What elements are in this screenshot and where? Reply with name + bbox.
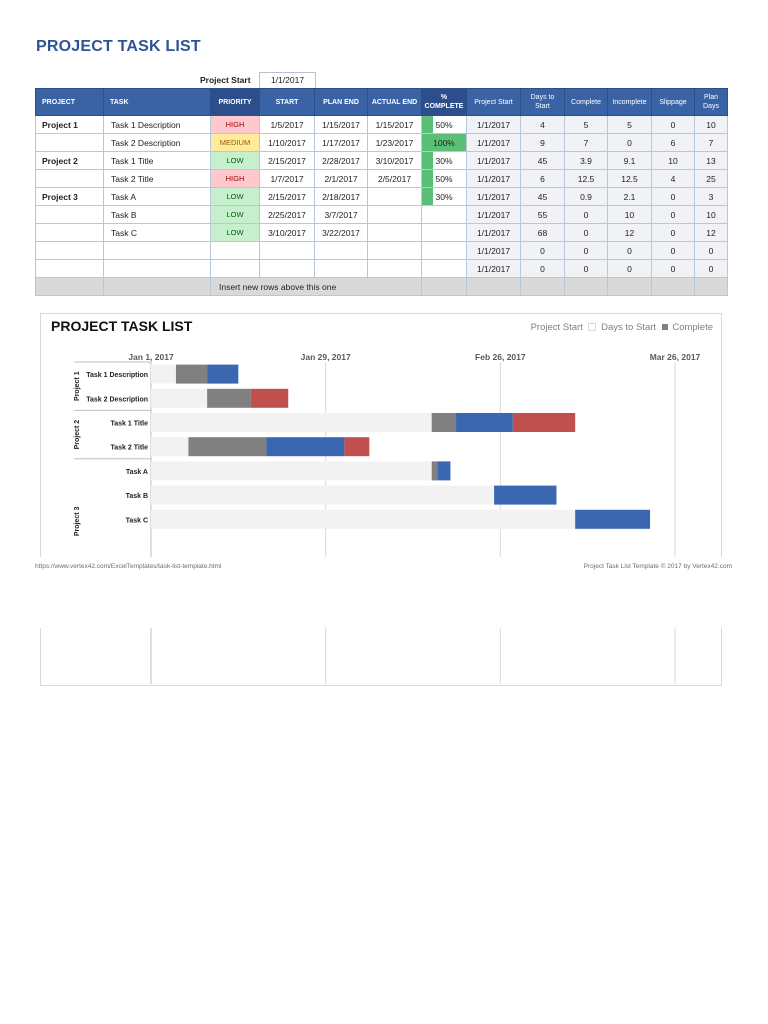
cell-priority[interactable]: LOW [211,152,260,170]
cell-incomplete: 10 [608,206,652,224]
cell-start[interactable]: 2/15/2017 [260,188,315,206]
insert-row-cell [565,278,608,296]
insert-row-cell [104,278,211,296]
cell-pct[interactable] [422,116,467,134]
task-label: Task 2 Description [86,396,148,404]
cell-pct[interactable] [422,206,467,224]
bar-days-to-start [151,389,207,408]
cell-incomplete: 0 [608,260,652,278]
table-row [36,206,728,224]
cell-incomplete: 2.1 [608,188,652,206]
cell-project-start: 1/1/2017 [467,242,521,260]
cell-plan-days: 3 [695,188,728,206]
pct-progress-bar [422,188,433,205]
bar-complete [432,413,456,432]
cell-start[interactable] [260,260,315,278]
cell-start[interactable]: 1/5/2017 [260,116,315,134]
cell-complete: 12.5 [565,170,608,188]
cell-days-to-start: 0 [521,242,565,260]
legend-project-start: Project Start [530,322,583,333]
task-label: Task 1 Title [110,420,148,428]
insert-row-cell [521,278,565,296]
cell-task[interactable]: Task 2 Description [104,134,211,152]
cell-plan-days: 0 [695,242,728,260]
cell-slippage: 10 [652,152,695,170]
col-header-plan-end: PLAN END [315,89,368,116]
cell-plan-end[interactable] [315,260,368,278]
cell-slippage: 0 [652,206,695,224]
col-header-pct-complete: % COMPLETE [422,89,467,116]
col-header-priority: PRIORITY [211,89,260,116]
cell-project-start: 1/1/2017 [467,260,521,278]
col-header-project-start: Project Start [467,89,521,116]
pct-value: 50% [435,119,453,130]
cell-actual-end[interactable] [368,206,422,224]
cell-project[interactable] [36,242,104,260]
cell-start[interactable]: 3/10/2017 [260,224,315,242]
x-tick-label: Jan 1, 2017 [128,352,174,362]
gantt-plot [41,314,721,685]
cell-project-start: 1/1/2017 [467,188,521,206]
bar-complete [207,389,251,408]
task-label: Task A [125,468,148,476]
cell-plan-days: 10 [695,116,728,134]
pct-value: 50% [435,173,453,184]
pct-progress-bar [422,116,433,133]
bar-slippage [513,413,575,432]
cell-days-to-start: 6 [521,170,565,188]
bar-slippage [344,437,369,456]
cell-complete: 3.9 [565,152,608,170]
cell-plan-days: 7 [695,134,728,152]
col-header-actual-end: ACTUAL END [368,89,422,116]
cell-plan-end[interactable]: 3/7/2017 [315,206,368,224]
cell-pct[interactable] [422,134,467,152]
cell-incomplete: 9.1 [608,152,652,170]
cell-plan-end[interactable] [315,242,368,260]
cell-pct[interactable] [422,152,467,170]
cell-project[interactable] [36,260,104,278]
insert-row-note [36,278,728,296]
legend-complete: Complete [672,322,713,333]
bar-days-to-start [151,461,432,480]
cell-slippage: 6 [652,134,695,152]
col-header-complete: Complete [565,89,608,116]
task-label: Task B [125,493,148,501]
cell-complete: 5 [565,116,608,134]
cell-priority[interactable] [211,260,260,278]
cell-pct[interactable] [422,242,467,260]
cell-days-to-start: 9 [521,134,565,152]
cell-slippage: 0 [652,224,695,242]
cell-start[interactable]: 2/15/2017 [260,152,315,170]
table-row [36,260,728,278]
legend-days-to-start: Days to Start [601,322,657,333]
table-row [36,116,728,134]
cell-incomplete: 12 [608,224,652,242]
cell-project-start: 1/1/2017 [467,224,521,242]
table-row [36,224,728,242]
cell-actual-end[interactable]: 1/23/2017 [368,134,422,152]
table-header-row [36,89,728,116]
cell-task[interactable]: Task B [104,206,211,224]
footer-copyright: Project Task List Template © 2017 by Vertex42.com [583,563,732,570]
cell-priority[interactable]: MEDIUM [211,134,260,152]
project-start-label: Project Start [200,75,251,85]
task-label: Task 2 Title [110,444,148,452]
insert-row-cell [36,278,104,296]
chart-title: PROJECT TASK LIST [51,318,193,334]
cell-days-to-start: 4 [521,116,565,134]
bar-incomplete [266,437,344,456]
cell-plan-end[interactable]: 1/17/2017 [315,134,368,152]
table-row [36,170,728,188]
x-tick-label: Jan 29, 2017 [300,352,351,362]
insert-row-cell [695,278,728,296]
bar-incomplete [494,486,556,505]
cell-plan-end[interactable]: 2/28/2017 [315,152,368,170]
cell-pct[interactable] [422,170,467,188]
x-tick-label: Feb 26, 2017 [475,352,526,362]
cell-start[interactable]: 2/25/2017 [260,206,315,224]
cell-priority[interactable]: LOW [211,206,260,224]
cell-pct[interactable] [422,260,467,278]
bar-days-to-start [151,486,494,505]
cell-task[interactable]: Task 2 Title [104,170,211,188]
cell-priority[interactable] [211,242,260,260]
cell-task[interactable] [104,242,211,260]
cell-incomplete: 12.5 [608,170,652,188]
cell-slippage: 0 [652,116,695,134]
cell-incomplete: 5 [608,116,652,134]
col-header-incomplete: Incomplete [608,89,652,116]
bar-days-to-start [151,437,188,456]
cell-priority[interactable]: LOW [211,224,260,242]
pct-progress-bar [422,152,433,169]
cell-project[interactable]: Project 3 [36,188,104,206]
cell-actual-end[interactable]: 2/5/2017 [368,170,422,188]
cell-project[interactable] [36,170,104,188]
cell-priority[interactable]: HIGH [211,116,260,134]
bar-days-to-start [151,365,176,384]
project-group-label: Project 2 [74,419,81,450]
bar-incomplete [575,510,650,529]
col-header-start: START [260,89,315,116]
cell-project[interactable] [36,224,104,242]
cell-complete: 0 [565,224,608,242]
col-header-task: TASK [104,89,211,116]
x-tick-label: Mar 26, 2017 [649,352,701,362]
cell-complete: 0 [565,260,608,278]
cell-days-to-start: 0 [521,260,565,278]
cell-priority[interactable]: LOW [211,188,260,206]
cell-plan-end[interactable]: 1/15/2017 [315,116,368,134]
cell-project-start: 1/1/2017 [467,134,521,152]
gantt-chart [40,313,722,686]
cell-project-start: 1/1/2017 [467,152,521,170]
cell-actual-end[interactable] [368,260,422,278]
cell-task[interactable]: Task A [104,188,211,206]
insert-row-cell [467,278,521,296]
cell-incomplete: 0 [608,134,652,152]
bar-slippage [251,389,288,408]
insert-rows-text: Insert new rows above this one [211,278,422,296]
task-table [35,88,728,296]
cell-actual-end[interactable]: 1/15/2017 [368,116,422,134]
cell-project[interactable] [36,134,104,152]
cell-start[interactable] [260,242,315,260]
project-group-label: Project 1 [74,371,81,401]
pct-value: 30% [435,191,453,202]
cell-actual-end[interactable] [368,224,422,242]
col-header-project: PROJECT [36,89,104,116]
bar-complete [188,437,266,456]
cell-plan-end[interactable]: 3/22/2017 [315,224,368,242]
cell-project-start: 1/1/2017 [467,206,521,224]
task-label: Task 1 Description [86,372,148,380]
cell-task[interactable]: Task 1 Description [104,116,211,134]
cell-project-start: 1/1/2017 [467,116,521,134]
bar-complete [176,365,207,384]
cell-task[interactable]: Task 1 Title [104,152,211,170]
bar-incomplete [437,461,450,480]
table-row [36,188,728,206]
cell-plan-end[interactable]: 2/18/2017 [315,188,368,206]
project-group-label: Project 3 [74,506,81,537]
cell-actual-end[interactable] [368,188,422,206]
bar-incomplete [456,413,513,432]
cell-complete: 0.9 [565,188,608,206]
insert-row-cell [422,278,467,296]
cell-slippage: 0 [652,188,695,206]
cell-project[interactable] [36,206,104,224]
footer-url[interactable]: https://www.vertex42.com/ExcelTemplates/task-list-template.html [35,563,222,570]
cell-days-to-start: 68 [521,224,565,242]
page-title: PROJECT TASK LIST [36,38,201,55]
cell-plan-days: 13 [695,152,728,170]
table-row [36,152,728,170]
cell-plan-days: 10 [695,206,728,224]
cell-priority[interactable]: HIGH [211,170,260,188]
bar-days-to-start [151,413,432,432]
pct-value: 30% [435,155,453,166]
cell-plan-end[interactable]: 2/1/2017 [315,170,368,188]
cell-actual-end[interactable] [368,242,422,260]
col-header-plan-days: Plan Days [695,89,728,116]
pct-value: 100% [433,137,455,148]
task-label: Task C [125,517,148,525]
cell-slippage: 0 [652,242,695,260]
cell-pct[interactable] [422,224,467,242]
cell-complete: 0 [565,242,608,260]
cell-plan-days: 0 [695,260,728,278]
cell-days-to-start: 45 [521,188,565,206]
cell-project[interactable]: Project 2 [36,152,104,170]
table-row [36,134,728,152]
project-start-input[interactable]: 1/1/2017 [259,72,316,89]
cell-project[interactable]: Project 1 [36,116,104,134]
task-table-body [36,116,728,296]
bar-complete [432,461,438,480]
bar-days-to-start [151,510,575,529]
table-row [36,242,728,260]
cell-start[interactable]: 1/7/2017 [260,170,315,188]
cell-complete: 0 [565,206,608,224]
cell-slippage: 4 [652,170,695,188]
col-header-slippage: Slippage [652,89,695,116]
cell-incomplete: 0 [608,242,652,260]
col-header-days-to-start: Days to Start [521,89,565,116]
cell-slippage: 0 [652,260,695,278]
insert-row-cell [652,278,695,296]
cell-plan-days: 12 [695,224,728,242]
cell-plan-days: 25 [695,170,728,188]
cell-complete: 7 [565,134,608,152]
pct-progress-bar [422,170,433,187]
bar-incomplete [207,365,238,384]
cell-actual-end[interactable]: 3/10/2017 [368,152,422,170]
cell-days-to-start: 45 [521,152,565,170]
cell-start[interactable]: 1/10/2017 [260,134,315,152]
cell-task[interactable] [104,260,211,278]
insert-row-cell [608,278,652,296]
cell-pct[interactable] [422,188,467,206]
cell-task[interactable]: Task C [104,224,211,242]
cell-project-start: 1/1/2017 [467,170,521,188]
cell-days-to-start: 55 [521,206,565,224]
